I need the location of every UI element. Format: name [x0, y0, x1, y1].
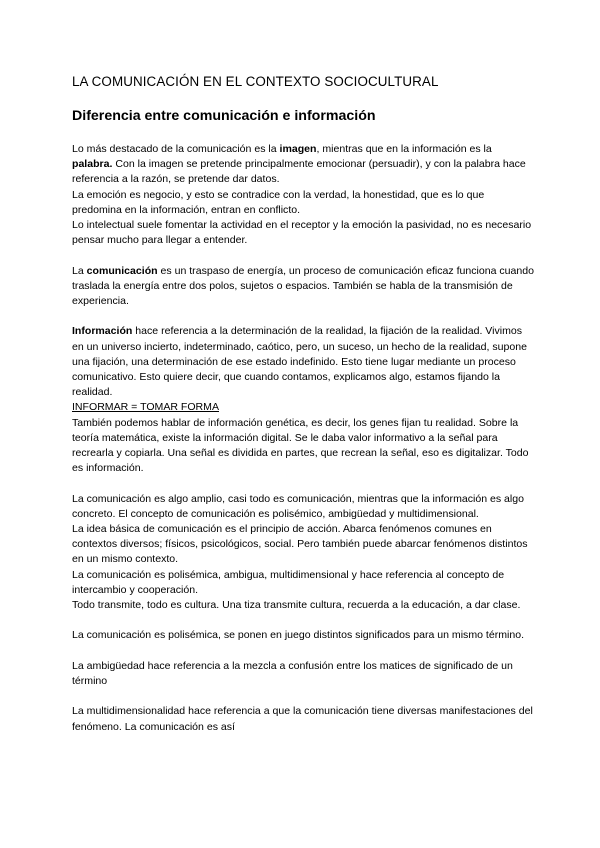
text-line-intelectual: Lo intelectual suele fomentar la actividad en el receptor y la emoción la pasividad, no es necesario pensar mucho para llegar a entender.: [72, 219, 532, 247]
paragraph-concepto-comunicacion: [72, 492, 534, 614]
paragraph-imagen-palabra: [72, 142, 534, 248]
bold-term-informacion: Información: [72, 325, 133, 338]
document-title: LA COMUNICACIÓN EN EL CONTEXTO SOCIOCULTURAL: [72, 74, 439, 89]
text-line: La comunicación es polisémica, ambigua, multidimensional y hace referencia al concepto de intercambio y cooperación.: [72, 568, 505, 596]
text-run: Lo más destacado de la comunicación es la: [72, 143, 280, 155]
text-line: La idea básica de comunicación es el principio de acción. Abarca fenómenos comunes en contextos diversos; físicos, psicológicos, social. Pero también puede abarcar fenómenos distintos en un mismo contexto.: [72, 523, 528, 566]
paragraph-ambiguedad: La ambigüedad hace referencia a la mezcla a confusión entre los matices de significado de un término: [72, 659, 513, 688]
bold-term-imagen: imagen: [279, 143, 317, 155]
text-run: , mientras que en la información es la: [316, 143, 492, 155]
underlined-definition: INFORMAR = TOMAR FORMA: [72, 401, 219, 414]
text-run: La: [72, 264, 87, 277]
paragraph-multidimensionalidad: La multidimensionalidad hace referencia a que la comunicación tiene diversas manifestaciones del fenómeno. La comunicación es así: [72, 705, 533, 733]
paragraph-informacion: [72, 324, 534, 476]
text-run: hace referencia a la determinación de la realidad, la fijación de la realidad. Vivimos en un universo incierto, indeterminado, caótico, pero, un suceso, un hecho de la realidad, supone una fijación, una determinación de ese estado indefinido. Esto tiene lugar mediante un proceso comunicativo. Esto quiere decir, que cuando contamos, explicamos algo, estamos fijando la realidad.: [72, 325, 527, 399]
text-line: Todo transmite, todo es cultura. Una tiza transmite cultura, recuerda a la educación, a dar clase.: [72, 599, 521, 612]
paragraph-comunicacion: [72, 264, 534, 310]
text-run: es un traspaso de energía, un proceso de comunicación eficaz funciona cuando traslada la energía entre dos polos, sujetos o espacios. También se habla de la transmisión de experiencia.: [72, 264, 535, 308]
paragraph-polisemica: La comunicación es polisémica, se ponen en juego distintos significados para un mismo término.: [72, 629, 525, 642]
text-run: También podemos hablar de información genética, es decir, los genes fijan tu realidad. Sobre la teoría matemática, existe la información digital. Se le daba valor informativo a la señal para recrearla y copiarla. Una señal es dividida en partes, que recrean la señal, eso es digitalizar. Todo es información.: [72, 416, 529, 475]
section-heading: Diferencia entre comunicación e información: [72, 108, 376, 124]
text-line: La comunicación es algo amplio, casi todo es comunicación, mientras que la información es algo concreto. El concepto de comunicación es polisémico, ambigüedad y multidimensional.: [72, 492, 525, 520]
text-line-emocion: La emoción es negocio, y esto se contradice con la verdad, la honestidad, que es lo que predomina en la información, entran en conflicto.: [72, 188, 485, 216]
text-run: Con la imagen se pretende principalmente emocionar (persuadir), y con la palabra hace referencia a la razón, se pretende dar datos.: [72, 158, 526, 186]
bold-term-comunicacion: comunicación: [86, 264, 158, 277]
document-body: [72, 142, 534, 750]
bold-term-palabra: palabra.: [72, 158, 113, 171]
